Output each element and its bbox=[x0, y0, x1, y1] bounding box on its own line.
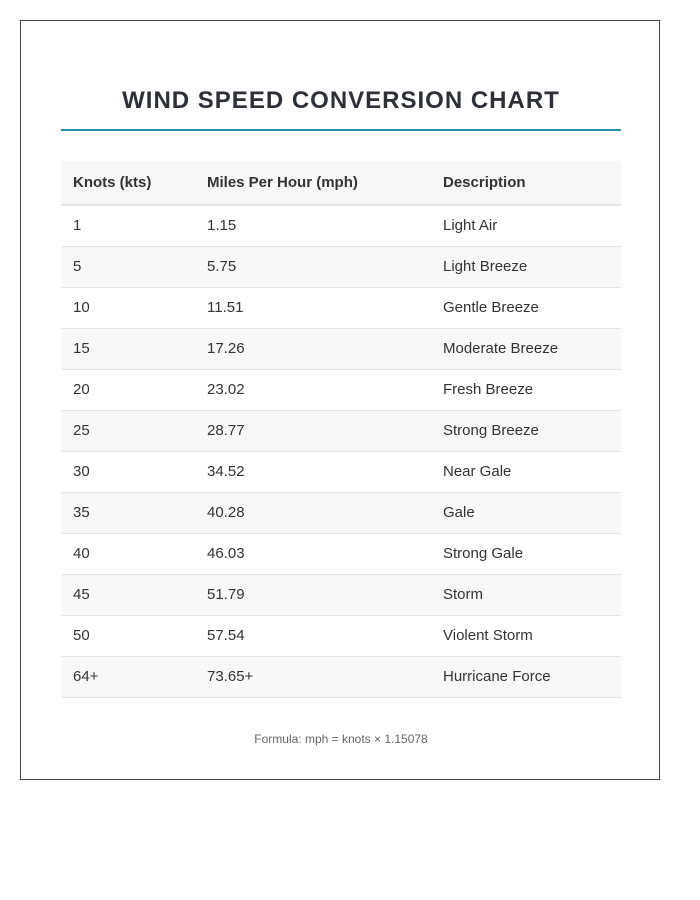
knots-cell: 45 bbox=[61, 574, 195, 615]
knots-cell: 50 bbox=[61, 615, 195, 656]
table-row bbox=[61, 246, 621, 287]
knots-cell: 1 bbox=[61, 205, 195, 246]
table-row bbox=[61, 656, 621, 697]
knots-cell: 64+ bbox=[61, 656, 195, 697]
knots-cell: 40 bbox=[61, 533, 195, 574]
knots-cell: 35 bbox=[61, 492, 195, 533]
mph-cell: 34.52 bbox=[195, 451, 431, 492]
description-cell: Fresh Breeze bbox=[431, 369, 621, 410]
table-row bbox=[61, 492, 621, 533]
header-mph: Miles Per Hour (mph) bbox=[195, 161, 431, 205]
table-row bbox=[61, 533, 621, 574]
description-cell: Strong Breeze bbox=[431, 410, 621, 451]
mph-cell: 73.65+ bbox=[195, 656, 431, 697]
description-cell: Violent Storm bbox=[431, 615, 621, 656]
conversion-card bbox=[20, 20, 660, 780]
mph-cell: 57.54 bbox=[195, 615, 431, 656]
knots-cell: 20 bbox=[61, 369, 195, 410]
header-knots: Knots (kts) bbox=[61, 161, 195, 205]
knots-cell: 15 bbox=[61, 328, 195, 369]
knots-cell: 10 bbox=[61, 287, 195, 328]
mph-cell: 1.15 bbox=[195, 205, 431, 246]
mph-cell: 46.03 bbox=[195, 533, 431, 574]
table-row bbox=[61, 205, 621, 246]
mph-cell: 51.79 bbox=[195, 574, 431, 615]
table-row bbox=[61, 451, 621, 492]
conversion-table bbox=[61, 161, 621, 698]
description-cell: Gale bbox=[431, 492, 621, 533]
page-title: WIND SPEED CONVERSION CHART bbox=[122, 87, 560, 114]
mph-cell: 40.28 bbox=[195, 492, 431, 533]
description-cell: Light Breeze bbox=[431, 246, 621, 287]
mph-cell: 17.26 bbox=[195, 328, 431, 369]
knots-cell: 25 bbox=[61, 410, 195, 451]
table-row bbox=[61, 615, 621, 656]
table-row bbox=[61, 369, 621, 410]
description-cell: Moderate Breeze bbox=[431, 328, 621, 369]
description-cell: Near Gale bbox=[431, 451, 621, 492]
mph-cell: 28.77 bbox=[195, 410, 431, 451]
table-row bbox=[61, 574, 621, 615]
table-row bbox=[61, 328, 621, 369]
table-row bbox=[61, 287, 621, 328]
knots-cell: 30 bbox=[61, 451, 195, 492]
mph-cell: 11.51 bbox=[195, 287, 431, 328]
description-cell: Gentle Breeze bbox=[431, 287, 621, 328]
title-underline bbox=[61, 129, 621, 131]
description-cell: Storm bbox=[431, 574, 621, 615]
table-header-row bbox=[61, 161, 621, 205]
mph-cell: 23.02 bbox=[195, 369, 431, 410]
table-row bbox=[61, 410, 621, 451]
header-description: Description bbox=[431, 161, 621, 205]
description-cell: Hurricane Force bbox=[431, 656, 621, 697]
mph-cell: 5.75 bbox=[195, 246, 431, 287]
knots-cell: 5 bbox=[61, 246, 195, 287]
formula-note: Formula: mph = knots × 1.15078 bbox=[254, 732, 428, 746]
description-cell: Strong Gale bbox=[431, 533, 621, 574]
description-cell: Light Air bbox=[431, 205, 621, 246]
